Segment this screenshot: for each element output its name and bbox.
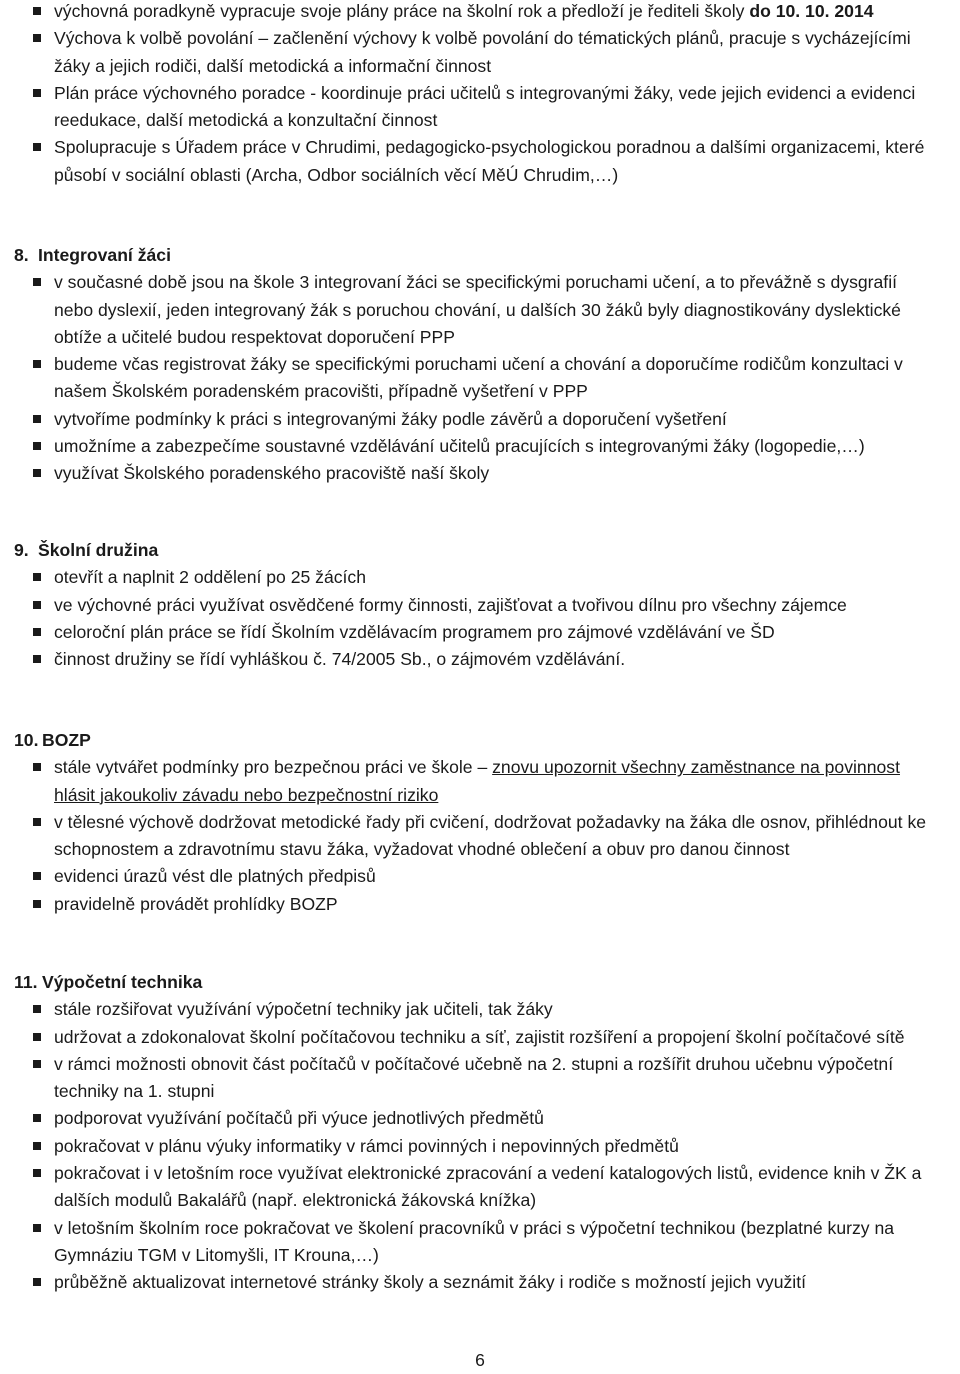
section-11: [0, 969, 960, 1297]
list-item: [0, 406, 960, 433]
section-title: Výpočetní technika: [42, 972, 203, 992]
square-bullet-icon: [33, 1033, 41, 1041]
item-text: v tělesné výchově dodržovat metodické řady při cvičení, dodržovat požadavky na žáka dle osnov, přihlédnout ke schopnostem a zdravotnímu stavu žáka, vyžadovat vhodné oblečení a obuv pro danou činnost: [54, 811, 927, 860]
intro-block: [0, 0, 960, 189]
item-text: činnost družiny se řídí vyhláškou č. 74/2005 Sb., o zájmovém vzdělávání.: [54, 649, 626, 670]
section-title: Integrovaní žáci: [38, 245, 171, 265]
list-item: [0, 1160, 960, 1215]
item-text: pravidelně provádět prohlídky BOZP: [54, 893, 338, 914]
square-bullet-icon: [33, 34, 41, 42]
item-text: evidenci úrazů vést dle platných předpisů: [54, 866, 376, 887]
intro-list: [0, 0, 960, 189]
section-heading: [0, 537, 960, 564]
bold-text: do 10. 10. 2014: [749, 1, 874, 21]
item-text: stále rozšiřovat využívání výpočetní techniky jak učiteli, tak žáky: [54, 999, 553, 1020]
item-text: pokračovat v plánu výuky informatiky v rámci povinných i nepovinných předmětů: [54, 1135, 679, 1156]
list-item: [0, 351, 960, 406]
item-text: umožníme a zabezpečíme soustavné vzdělávání učitelů pracujících s integrovanými žáky (logopedie,…): [54, 436, 865, 457]
item-text: Spolupracuje s Úřadem práce v Chrudimi, pedagogicko-psychologickou poradnou a dalšími organizacemi, které působí v sociální oblasti (Archa, Odbor sociálních věcí MěÚ Chrudim,…): [54, 137, 925, 185]
square-bullet-icon: [33, 763, 41, 771]
item-text: výchovná poradkyně vypracuje svoje plány práce na školní rok a předloží je řediteli školy: [54, 1, 750, 21]
square-bullet-icon: [33, 1114, 41, 1122]
item-text: v letošním školním roce pokračovat ve školení pracovníků v práci s výpočetní technikou (bezplatné kurzy na Gymnáziu TGM v Litomyšli, IT Krouna,…): [54, 1217, 895, 1265]
section-number: 11.: [14, 972, 38, 992]
list-item: [0, 1105, 960, 1132]
list-item: [0, 0, 960, 25]
square-bullet-icon: [33, 573, 41, 581]
square-bullet-icon: [33, 1169, 41, 1177]
square-bullet-icon: [33, 360, 41, 368]
list-item: [0, 564, 960, 591]
section-8: [0, 242, 960, 488]
square-bullet-icon: [33, 628, 41, 636]
square-bullet-icon: [33, 1224, 41, 1232]
list-item: [0, 134, 960, 189]
item-text: celoroční plán práce se řídí Školním vzdělávacím programem pro zájmové vzdělávání ve ŠD: [54, 621, 775, 642]
section-heading: [0, 727, 960, 754]
item-text: využívat Školského poradenského pracoviště naší školy: [54, 463, 490, 484]
list-item: [0, 592, 960, 619]
section-heading: [0, 242, 960, 269]
section-10: [0, 727, 960, 918]
item-text: Výchova k volbě povolání – začlenění výchovy k volbě povolání do tématických plánů, pracuje s vycházejícími žáky a jejich rodiči, další metodická a informační činnost: [54, 28, 911, 76]
square-bullet-icon: [33, 1142, 41, 1150]
list-item: [0, 646, 960, 673]
section-list: [0, 269, 960, 487]
section-number: 8.: [14, 245, 29, 265]
square-bullet-icon: [33, 655, 41, 663]
list-item: [0, 433, 960, 460]
list-item: [0, 460, 960, 487]
section-list: [0, 754, 960, 918]
list-item: [0, 863, 960, 890]
item-text: průběžně aktualizovat internetové stránky školy a seznámit žáky i rodiče s možností jejich využití: [54, 1272, 806, 1293]
list-item: [0, 1269, 960, 1296]
square-bullet-icon: [33, 872, 41, 880]
item-text: budeme včas registrovat žáky se specifickými poruchami učení a chování a doporučíme rodičům konzultaci v našem Školském poradenském pracovišti, případně vyšetření v PPP: [54, 354, 903, 402]
item-text: podporovat využívání počítačů při výuce jednotlivých předmětů: [54, 1108, 544, 1129]
item-text: udržovat a zdokonalovat školní počítačovou techniku a síť, zajistit rozšíření a propojení školní počítačové sítě: [54, 1026, 905, 1047]
list-item: [0, 619, 960, 646]
square-bullet-icon: [33, 818, 41, 826]
list-item: [0, 1215, 960, 1270]
item-text: pokračovat i v letošním roce využívat elektronické zpracování a vedení katalogových listů, evidence knih v ŽK a dalších modulů Bakalářů (např. elektronická žákovská knížka): [54, 1163, 922, 1211]
square-bullet-icon: [33, 900, 41, 908]
square-bullet-icon: [33, 1060, 41, 1068]
square-bullet-icon: [33, 143, 41, 151]
list-item: [0, 1051, 960, 1106]
section-number: 9.: [14, 540, 29, 560]
list-item: [0, 996, 960, 1023]
page-number: 6: [475, 1350, 485, 1370]
section-9: [0, 537, 960, 673]
list-item: [0, 1133, 960, 1160]
list-item: [0, 891, 960, 918]
square-bullet-icon: [33, 415, 41, 423]
section-heading: [0, 969, 960, 996]
list-item: [0, 269, 960, 351]
item-text: otevřít a naplnit 2 oddělení po 25 žácích: [54, 567, 367, 588]
square-bullet-icon: [33, 278, 41, 286]
item-text: ve výchovné práci využívat osvědčené formy činnosti, zajišťovat a tvořivou dílnu pro všechny zájemce: [54, 594, 847, 615]
square-bullet-icon: [33, 442, 41, 450]
item-text: vytvoříme podmínky k práci s integrovanými žáky podle závěrů a doporučení vyšetření: [54, 408, 727, 429]
square-bullet-icon: [33, 601, 41, 609]
item-text: stále vytvářet podmínky pro bezpečnou práci ve škole –: [54, 757, 493, 778]
section-number: 10.: [14, 730, 39, 750]
item-text: Plán práce výchovného poradce - koordinuje práci učitelů s integrovanými žáky, vede jejich evidenci a evidenci reedukace, další metodická a konzultační činnost: [54, 82, 916, 131]
square-bullet-icon: [33, 1005, 41, 1013]
list-item: [0, 25, 960, 80]
section-list: [0, 564, 960, 673]
section-title: BOZP: [42, 730, 91, 750]
list-item: [0, 809, 960, 864]
list-item: [0, 80, 960, 135]
list-item: [0, 754, 960, 809]
section-list: [0, 996, 960, 1296]
item-text: v rámci možnosti obnovit část počítačů v počítačové učebně na 2. stupni a rozšířit druhou učebnu výpočetní techniky na 1. stupni: [54, 1053, 894, 1102]
underlined-text: znovu upozornit všechny zaměstnance na povinnost hlásit jakoukoliv závadu nebo bezpečnostní riziko: [54, 757, 900, 805]
item-text: v současné době jsou na škole 3 integrovaní žáci se specifickými poruchami učení, a to převážně s dysgrafií nebo dyslexií, jeden integrovaný žák s poruchou chování, u dalších 30 žáků byly diagnostikovány dyslektické obtíže a učitelé budou respektovat doporučení PPP: [54, 272, 901, 347]
square-bullet-icon: [33, 89, 41, 97]
square-bullet-icon: [33, 1278, 41, 1286]
list-item: [0, 1024, 960, 1051]
square-bullet-icon: [33, 469, 41, 477]
section-title: Školní družina: [38, 540, 159, 560]
square-bullet-icon: [33, 7, 41, 15]
